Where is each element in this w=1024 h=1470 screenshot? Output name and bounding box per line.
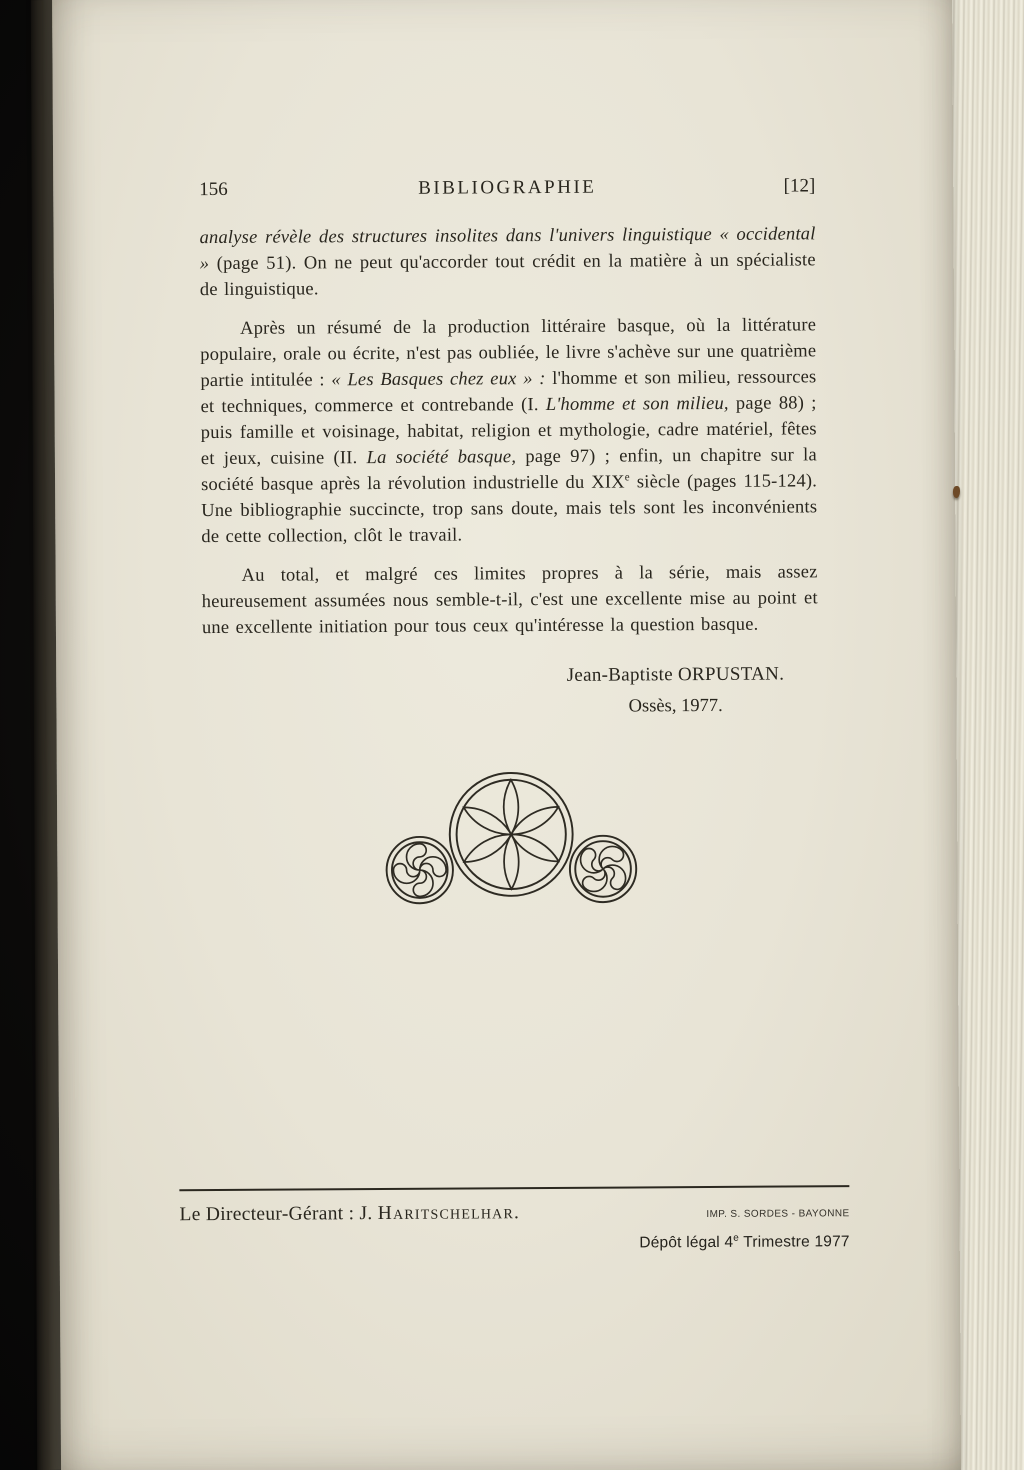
legal-deposit-line xyxy=(180,1233,850,1255)
lauburu-icon-right xyxy=(566,831,641,906)
text-segment: (page 51). On ne peut qu'accorder tout crédit en la matière à un spécialiste de linguistique. xyxy=(199,250,816,301)
text-segment: « Les Basques chez eux » : xyxy=(331,368,553,391)
author-name: Jean-Baptiste ORPUSTAN. xyxy=(566,663,785,686)
text-segment: analyse révèle des structures insolites dans l'univers linguistique « occidental » xyxy=(199,224,816,275)
text-segment: e xyxy=(624,471,630,484)
legal-ordinal-sup: e xyxy=(733,1232,740,1244)
text-segment: Après un résumé de la production littéraire basque, où la littérature populaire, orale ou écrite, n'est pas oubliée, le livre s'achève sur une quatrième partie intitulée : xyxy=(200,315,817,392)
imprint-footer xyxy=(179,1185,849,1255)
page-number: 156 xyxy=(199,178,228,201)
running-head-title: BIBLIOGRAPHIE xyxy=(418,176,597,199)
text-segment: page 88) ; puis famille et voisinage, habitat, religion et mythologie, cadre matériel, fêtes et jeux, cuisine (II. xyxy=(200,393,817,470)
rosette-icon xyxy=(449,773,573,897)
footer-row xyxy=(179,1200,849,1226)
director-label: Le Directeur-Gérant : J. xyxy=(179,1203,378,1226)
text-segment: page 97) ; enfin, un chapitre sur la société basque après la révolution industrielle du XIX xyxy=(201,445,817,496)
printer-imprint: IMP. S. SORDES - BAYONNE xyxy=(706,1208,850,1221)
running-head xyxy=(199,175,815,201)
text-segment: Au total, et malgré ces limites propres à la série, mais assez heureusement assumées nous semble-t-il, c'est une excellente mise au point et une excellente initiation pour tous ceux qu'intéresse la question basque. xyxy=(201,562,818,639)
lauburu-icon-left xyxy=(386,837,453,904)
text-segment: l'homme et son milieu, ressources et techniques, commerce et contrebande (I. xyxy=(200,367,817,418)
paragraph xyxy=(200,312,817,550)
page-content xyxy=(199,175,820,931)
text-segment: L'homme et son milieu, xyxy=(545,393,729,415)
running-head-reference: [12] xyxy=(783,175,816,197)
basque-ornament xyxy=(355,763,668,931)
paragraph xyxy=(199,221,815,303)
director-name: Haritschelhar. xyxy=(377,1202,521,1225)
legal-text: Trimestre 1977 xyxy=(738,1233,850,1251)
legal-text: Dépôt légal 4 xyxy=(639,1233,734,1252)
text-segment: La société basque, xyxy=(366,447,517,469)
paragraph xyxy=(202,559,818,641)
scanned-page xyxy=(52,0,961,1470)
footer-rule xyxy=(179,1185,849,1191)
place-and-date: Ossès, 1977. xyxy=(628,695,723,717)
text-segment: siècle (pages 115-124). Une bibliographie succincte, trop sans doute, mais tels sont les inconvénients de cette collection, clôt le travail. xyxy=(201,471,818,548)
director-line xyxy=(179,1202,520,1226)
signature-block xyxy=(567,664,785,718)
